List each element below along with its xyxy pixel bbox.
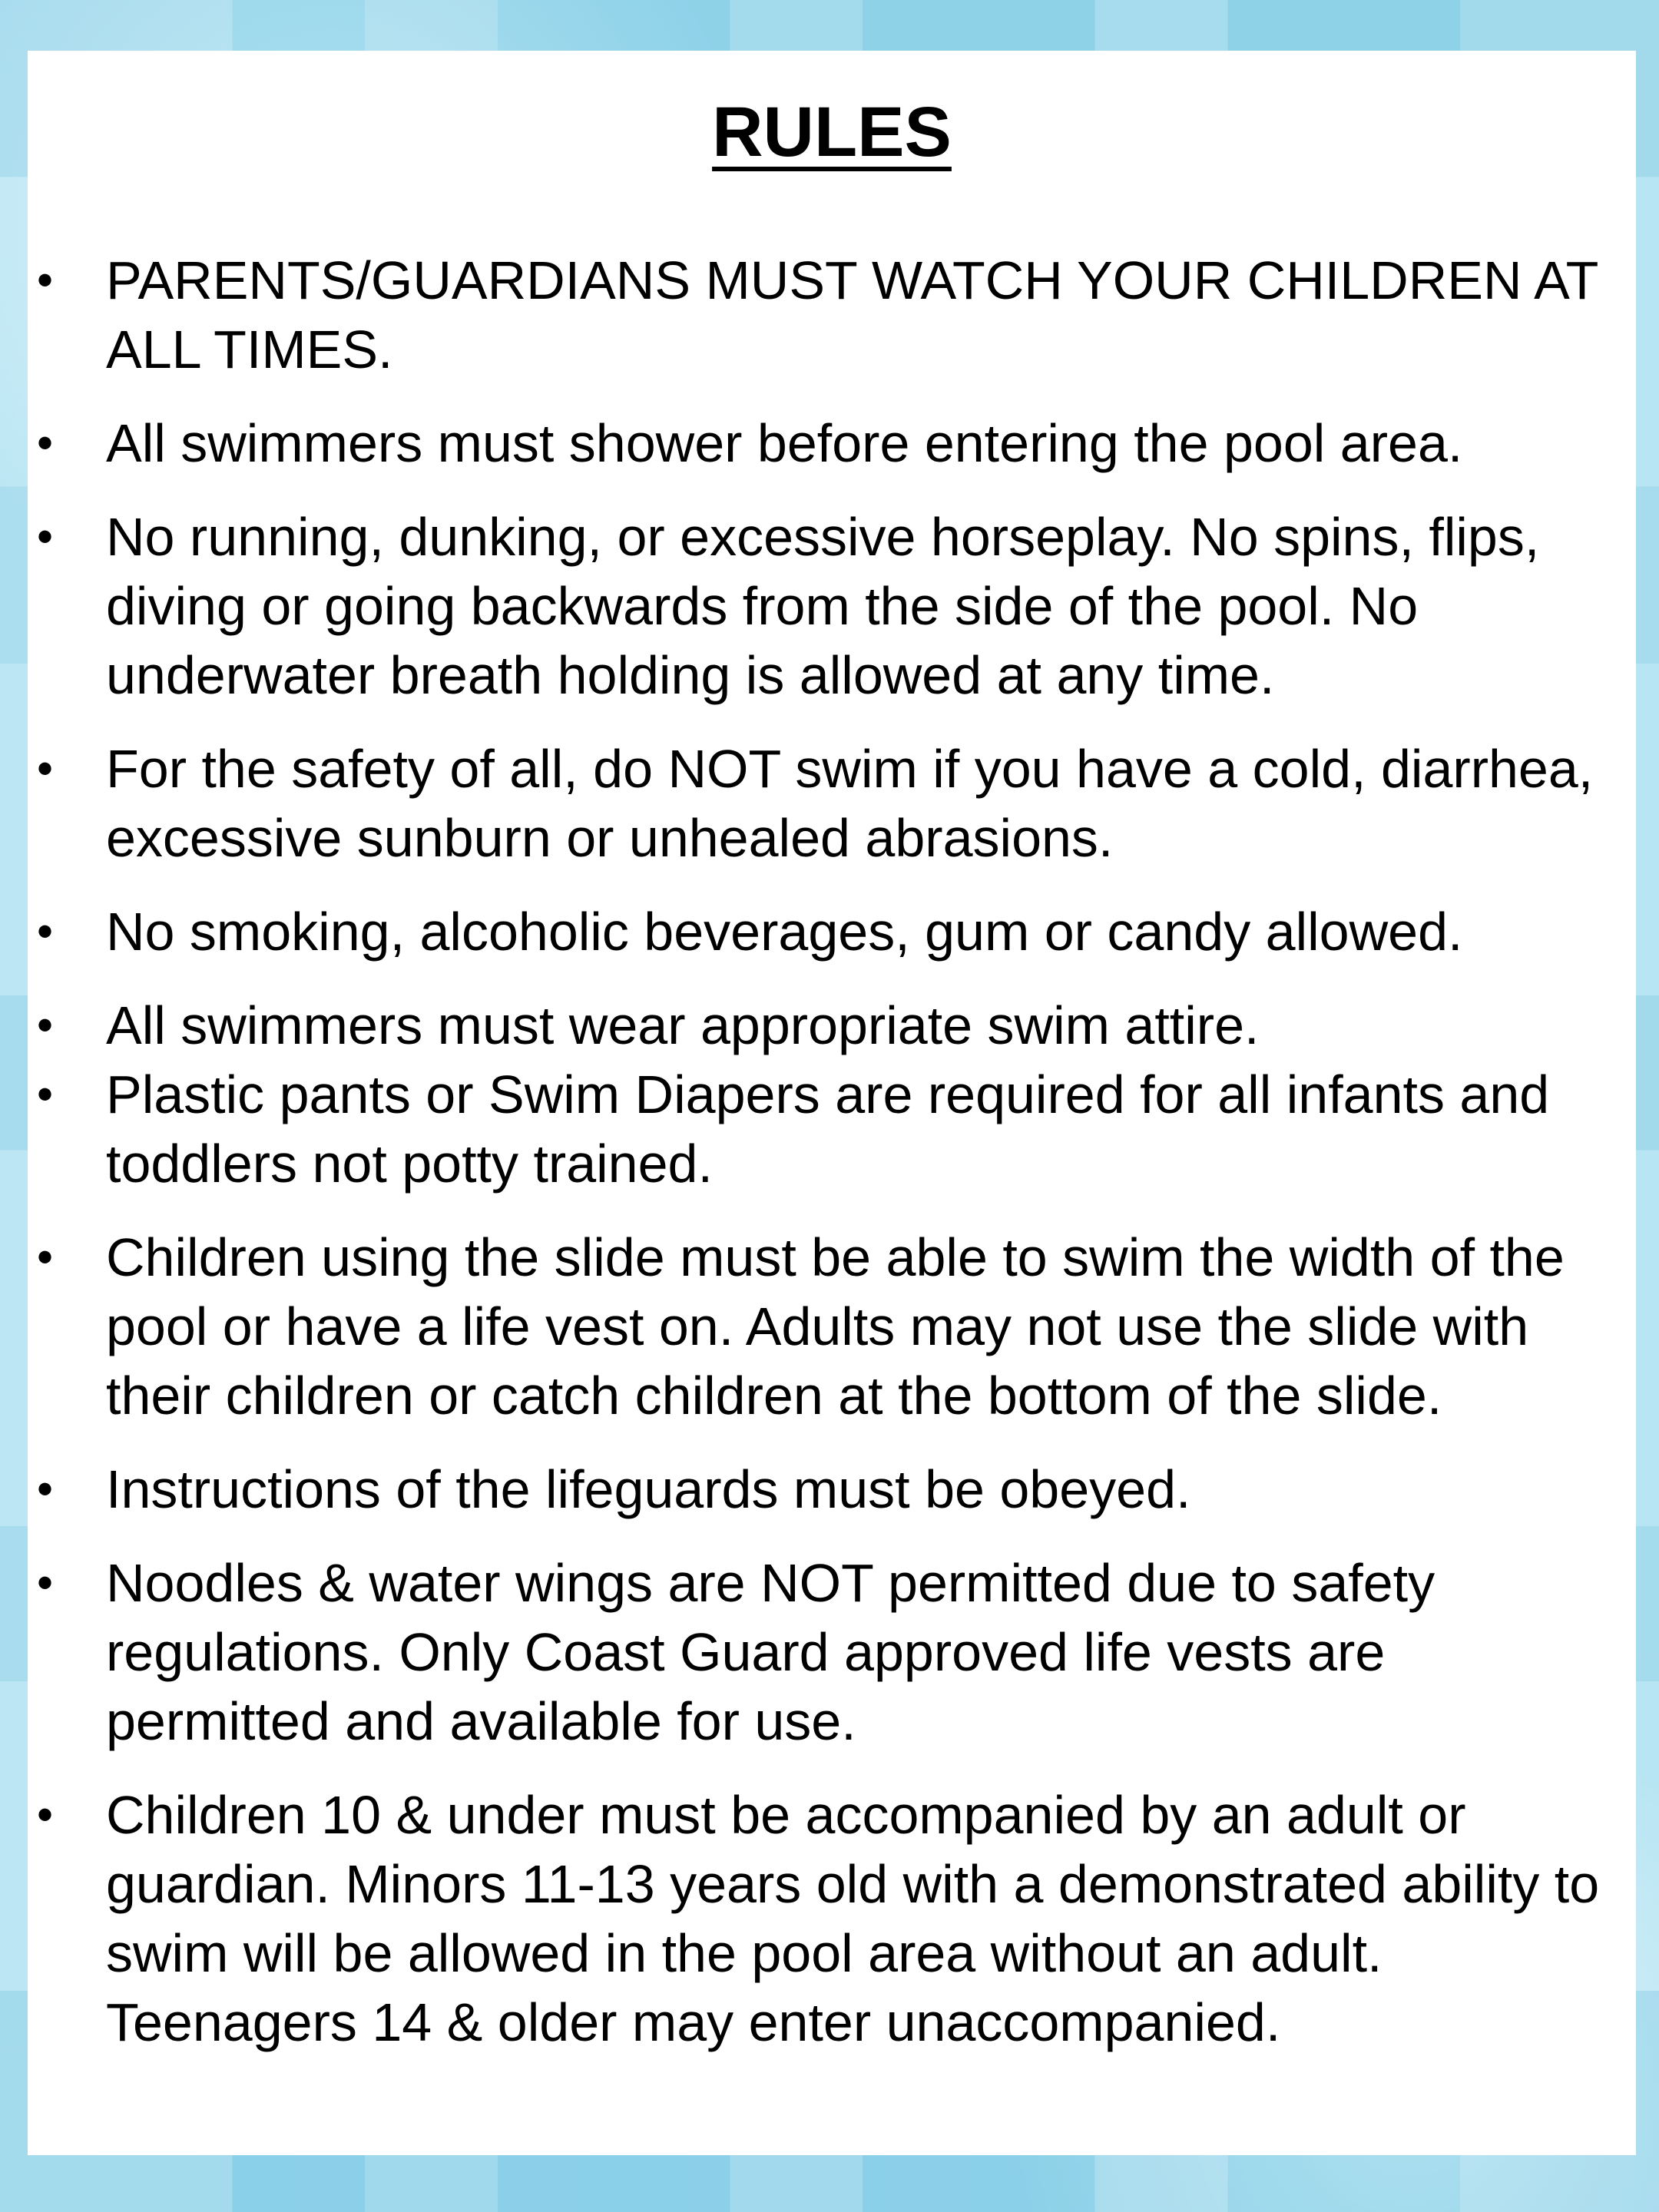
list-item [28, 897, 1636, 966]
list-item [28, 246, 1636, 384]
rule-text: Noodles & water wings are NOT permitted due to safety regulations. Only Coast Guard approved life vests are permitted and available for use. [106, 1553, 1435, 1751]
rule-text: For the safety of all, do NOT swim if you have a cold, diarrhea, excessive sunburn or unhealed abrasions. [106, 739, 1594, 868]
bullet-icon: • [37, 906, 54, 957]
rule-text: All swimmers must shower before entering the pool area. [106, 413, 1463, 473]
list-item [28, 502, 1636, 710]
rule-text: Plastic pants or Swim Diapers are required for all infants and toddlers not potty trained. [106, 1065, 1550, 1194]
bullet-icon: • [37, 1789, 54, 1840]
rule-text: No running, dunking, or excessive horseplay. No spins, flips, diving or going backwards from the side of the pool. No underwater breath holding is allowed at any time. [106, 507, 1540, 705]
list-item [28, 1548, 1636, 1756]
bullet-icon: • [37, 1557, 54, 1608]
bullet-icon: • [37, 999, 54, 1051]
list-item [28, 1780, 1636, 2057]
list-item [28, 1223, 1636, 1430]
rule-text: No smoking, alcoholic beverages, gum or candy allowed. [106, 902, 1463, 962]
bullet-icon: • [37, 743, 54, 794]
rules-list [28, 246, 1636, 2081]
rule-text: Instructions of the lifeguards must be obeyed. [106, 1459, 1191, 1519]
list-item [28, 734, 1636, 873]
bullet-icon: • [37, 1463, 54, 1515]
rule-text: Children using the slide must be able to swim the width of the pool or have a life vest on. Adults may not use the slide with their children or catch children at the bottom of the slide. [106, 1227, 1565, 1426]
rule-text: All swimmers must wear appropriate swim attire. [106, 995, 1260, 1055]
page-title [28, 86, 1636, 178]
list-item [28, 409, 1636, 478]
rules-panel [28, 51, 1636, 2155]
rule-text: Children 10 & under must be accompanied by an adult or guardian. Minors 11-13 years old with a demonstrated ability to swim will be allowed in the pool area without an adult. Teenagers 14 & older may enter unaccompanied. [106, 1785, 1600, 2052]
bullet-icon: • [37, 1068, 54, 1120]
list-item [28, 1455, 1636, 1524]
list-item [28, 1060, 1636, 1198]
bullet-icon: • [37, 417, 54, 469]
bullet-icon: • [37, 1231, 54, 1283]
title-text: RULES [712, 93, 952, 171]
bullet-icon: • [37, 511, 54, 562]
bullet-icon: • [37, 254, 54, 306]
list-item [28, 991, 1636, 1060]
rule-text: PARENTS/GUARDIANS MUST WATCH YOUR CHILDREN AT ALL TIMES. [106, 250, 1598, 379]
